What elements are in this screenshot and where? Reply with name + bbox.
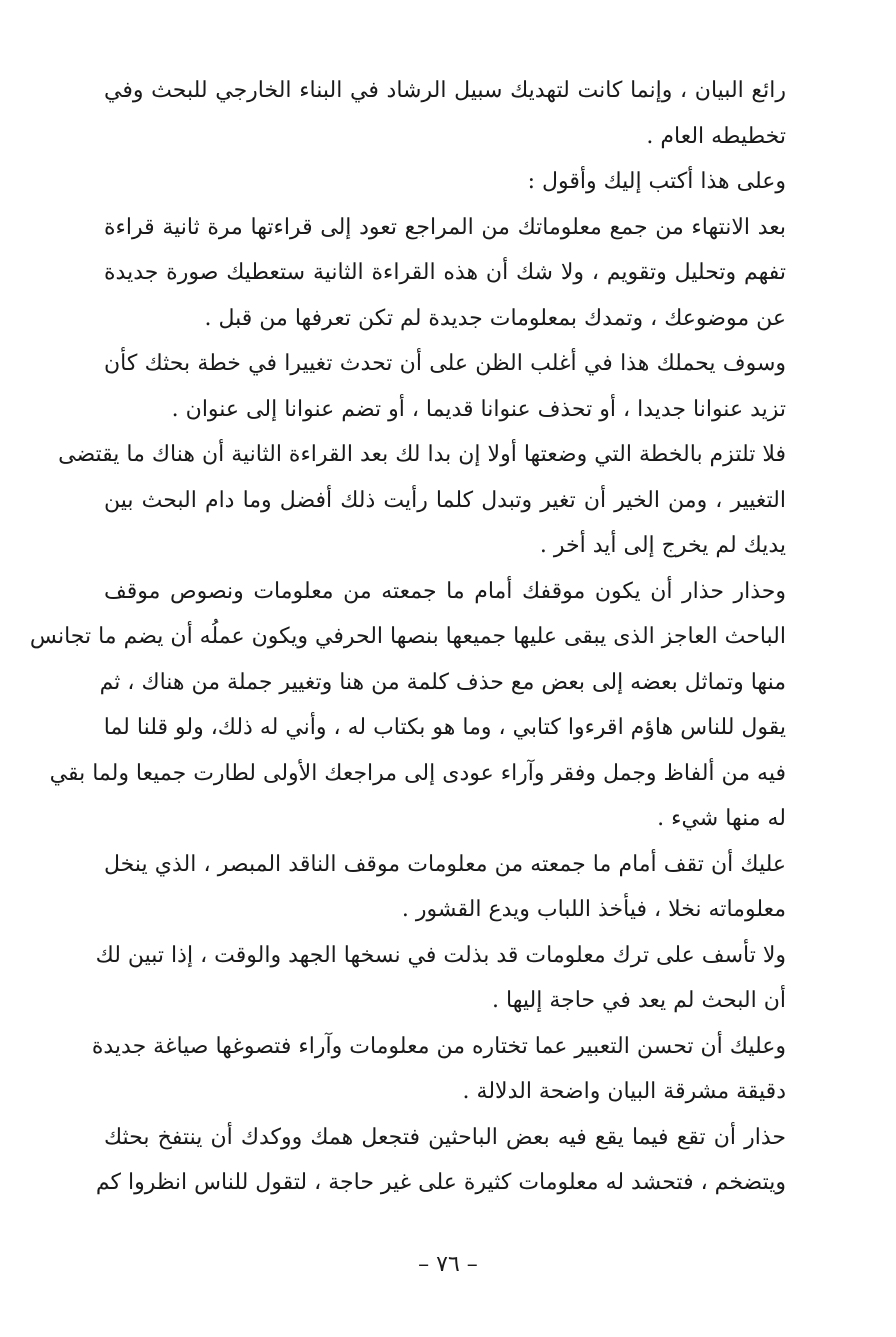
- paragraph: [104, 341, 786, 432]
- paragraph: [95, 933, 786, 1024]
- text-line: معلوماته نخلا ، فيأخذ اللباب ويدع القشور .: [401, 897, 786, 922]
- page-number: – ٧٦ –: [418, 1252, 478, 1277]
- text-line: ولا تأسف على ترك معلومات قد بذلت في نسخها الجهد والوقت ، إذا تبين لك: [95, 942, 786, 968]
- text-line: الباحث العاجز الذى يبقى عليها جميعها بنصها الحرفي ويكون عملُه أن يضم ما تجانس: [29, 624, 786, 649]
- text-line: حذار أن تقع فيما يقع فيه بعض الباحثين فتجعل همك ووكدك أن ينتفخ بحثك: [104, 1124, 786, 1150]
- text-line: عليك أن تقف أمام ما جمعته من معلومات موقف الناقد المبصر ، الذي ينخل: [104, 851, 786, 877]
- paragraph: [91, 1024, 786, 1115]
- text-line: ويتضخم ، فتحشد له معلومات كثيرة على غير حاجة ، لتقول للناس انظروا كم: [95, 1170, 786, 1195]
- text-line: وعليك أن تحسن التعبير عما تختاره من معلومات وآراء فتصوغها صياغة جديدة: [91, 1033, 786, 1059]
- paragraph: [95, 1115, 786, 1206]
- text-line: رائع البيان ، وإنما كانت لتهديك سبيل الرشاد في البناء الخارجي للبحث وفي: [104, 78, 786, 103]
- text-line: دقيقة مشرقة البيان واضحة الدلالة .: [462, 1079, 786, 1104]
- paragraph: [104, 842, 786, 933]
- paragraph: [58, 432, 786, 569]
- page-body-text: [29, 68, 786, 1206]
- text-line: تفهم وتحليل وتقويم ، ولا شك أن هذه القراءة الثانية ستعطيك صورة جديدة: [104, 260, 786, 285]
- paragraph: [104, 159, 786, 205]
- text-line: وسوف يحملك هذا في أغلب الظن على أن تحدث تغييرا في خطة بحثك كأن: [104, 351, 786, 376]
- text-line: له منها شيء .: [657, 806, 786, 831]
- text-line: فيه من ألفاظ وجمل وفقر وآراء عودى إلى مراجعك الأولى لطارت جميعا ولما بقي: [49, 760, 786, 786]
- text-line: فلا تلتزم بالخطة التي وضعتها أولا إن بدا لك بعد القراءة الثانية أن هناك ما يقتضى: [58, 442, 786, 467]
- text-line: يقول للناس هاؤم اقرءوا كتابي ، وما هو بكتاب له ، وأني له ذلك، ولو قلنا لما: [103, 715, 786, 740]
- paragraph: [104, 68, 786, 159]
- text-line: وحذار حذار أن يكون موقفك أمام ما جمعته من معلومات ونصوص موقف: [104, 578, 786, 604]
- text-line: يديك لم يخرج إلى أيد أخر .: [539, 533, 786, 558]
- text-line: منها وتماثل بعضه إلى بعض مع حذف كلمة من هنا وتغيير جملة من هناك ، ثم: [99, 669, 786, 695]
- text-line: بعد الانتهاء من جمع معلوماتك من المراجع تعود إلى قراءتها مرة ثانية قراءة: [104, 214, 786, 240]
- text-line: وعلى هذا أكتب إليك وأقول :: [527, 169, 786, 194]
- text-line: التغيير ، ومن الخير أن تغير وتبدل كلما رأيت ذلك أفضل وما دام البحث بين: [104, 487, 786, 513]
- text-line: أن البحث لم يعد في حاجة إليها .: [492, 988, 786, 1013]
- paragraph: [29, 569, 786, 842]
- text-line: تزيد عنوانا جديدا ، أو تحذف عنوانا قديما ، أو تضم عنوانا إلى عنوان .: [171, 396, 786, 422]
- text-line: عن موضوعك ، وتمدك بمعلومات جديدة لم تكن تعرفها من قبل .: [204, 305, 786, 331]
- text-line: تخطيطه العام .: [646, 123, 786, 149]
- paragraph: [104, 205, 786, 342]
